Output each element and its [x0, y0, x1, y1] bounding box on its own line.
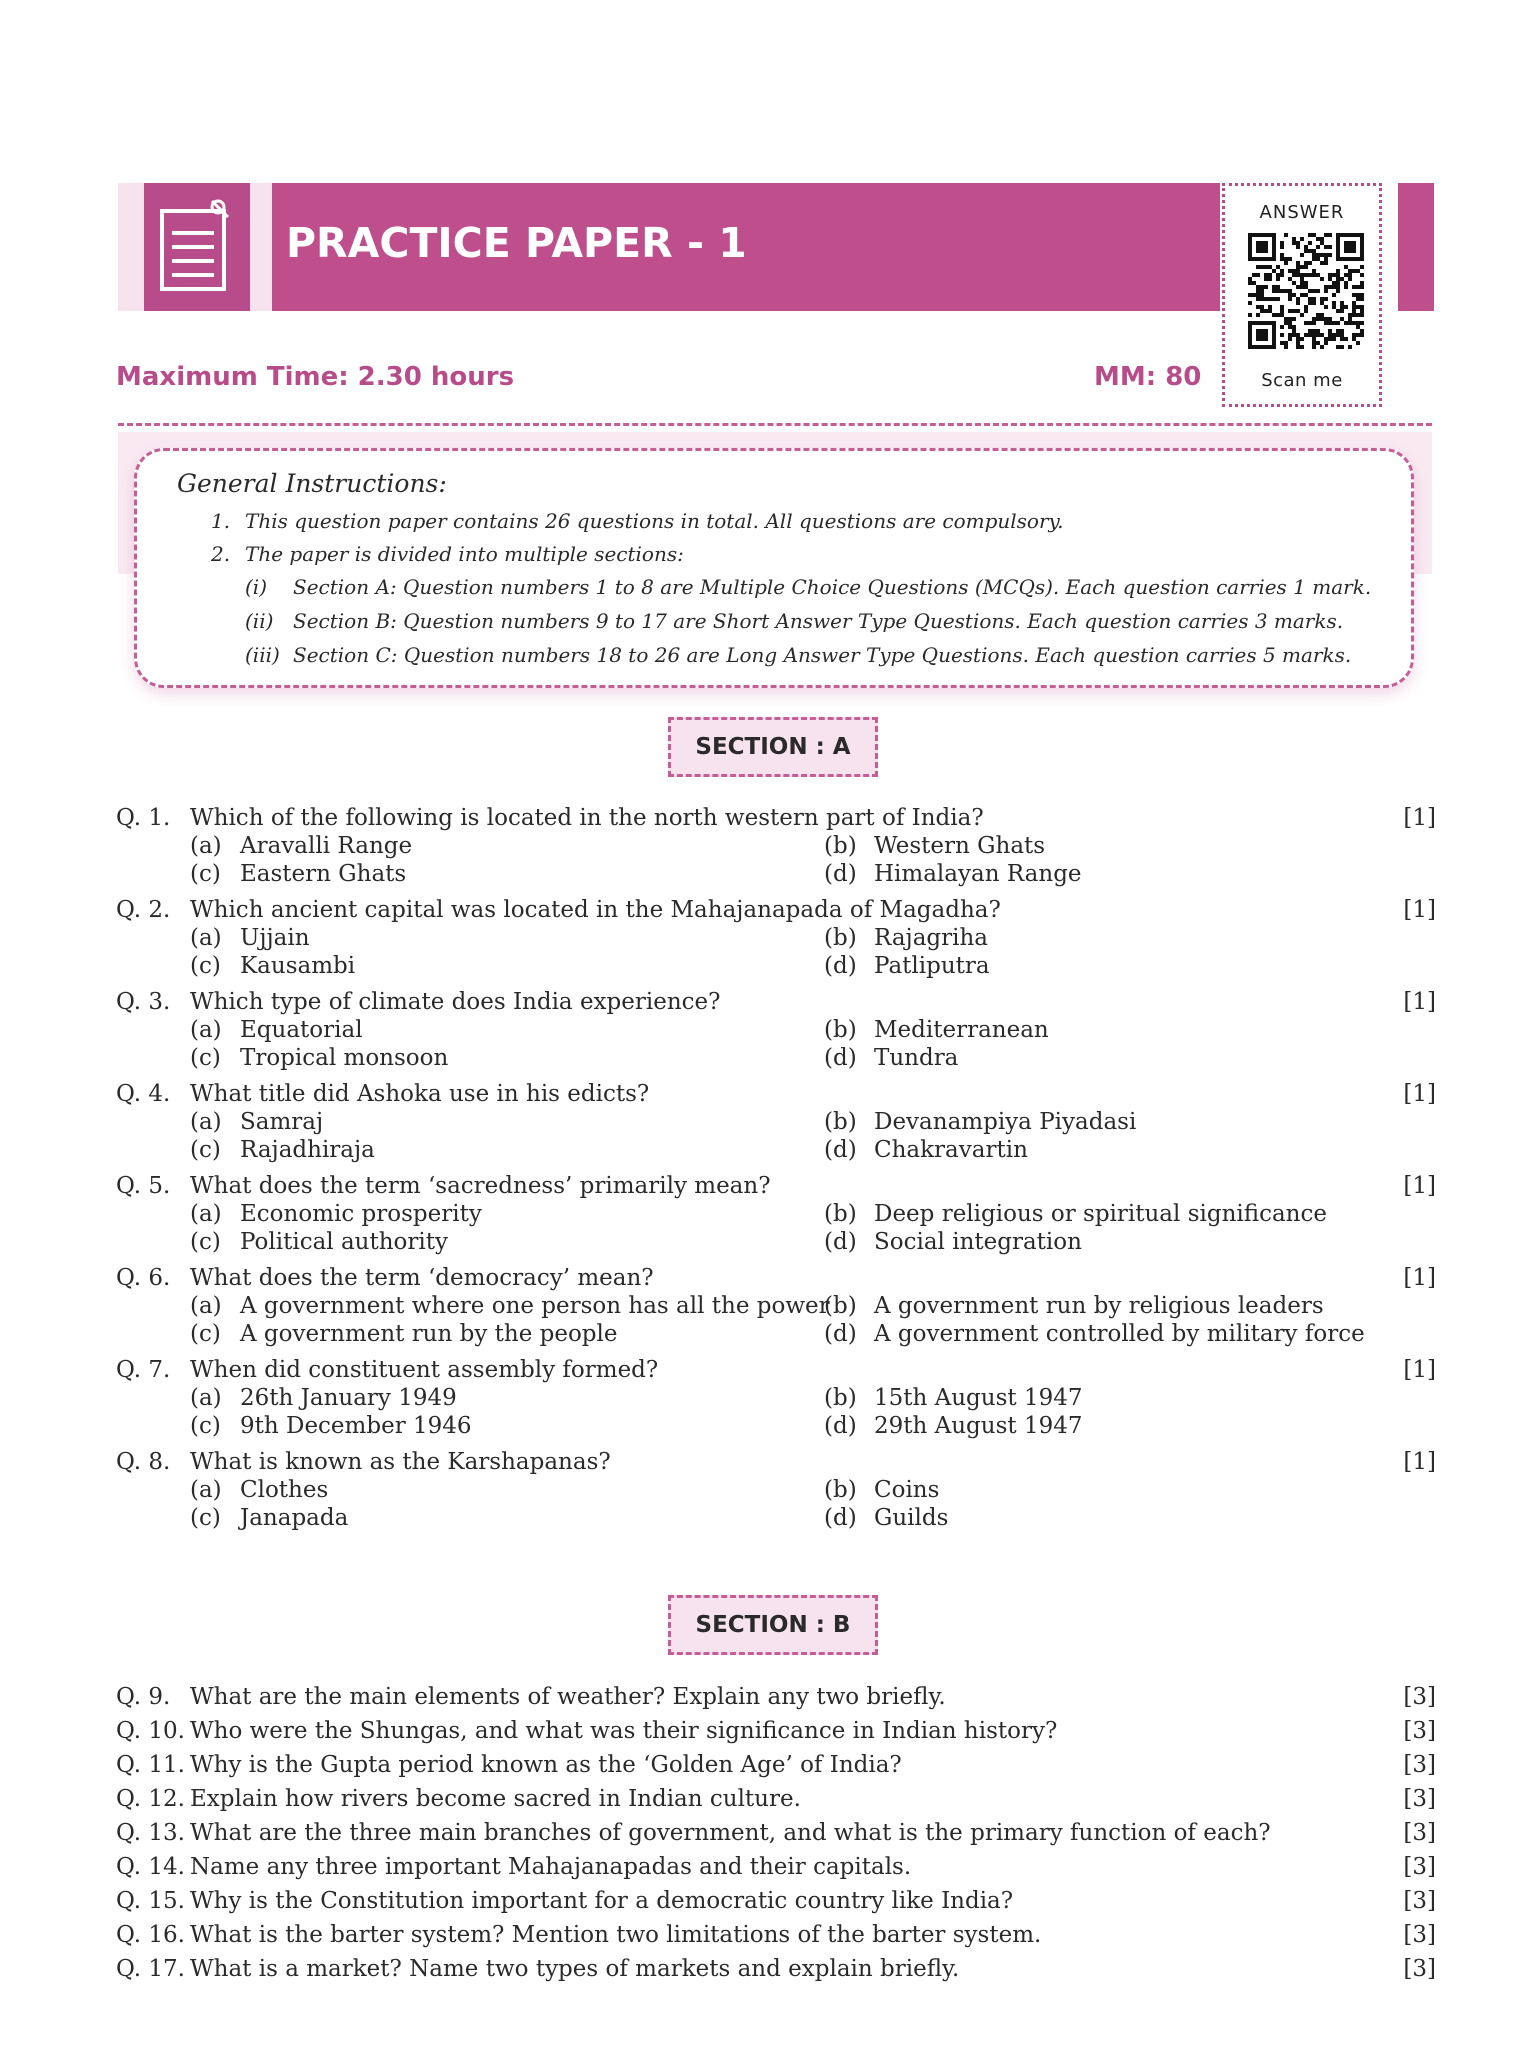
question-number: Q. 17. [116, 1956, 185, 1982]
question-marks: [1] [1403, 989, 1436, 1015]
option-text: 26th January 1949 [240, 1385, 457, 1411]
section-a-heading: SECTION : A [668, 717, 878, 777]
option-text: Coins [874, 1477, 940, 1503]
option-text: Eastern Ghats [240, 861, 407, 887]
header-band-right [1398, 183, 1434, 311]
qr-code-icon[interactable] [1248, 233, 1364, 349]
question-marks: [1] [1403, 805, 1436, 831]
question-number: Q. 6. [116, 1265, 171, 1291]
question-marks: [3] [1403, 1786, 1436, 1812]
option-label: (a) [190, 925, 222, 951]
option-text: A government run by religious leaders [874, 1293, 1324, 1319]
option-text: Tundra [874, 1045, 959, 1071]
general-instructions: General Instructions: 1. This question paper contains 26 questions in total. All questions are compulsory. 2. The paper is divided into multiple sections: (i) Section A: Question numbers 1 to 8 are Multiple Choice Questions (MCQs). Each question carries 1 mark. (ii) Section B: Question numbers 9 to 17 are Short Answer Type Questions. Each question carries 3 marks. (iii) Section C: Question numbers 18 to 26 are Long Answer Type Questions. Each question carries 5 marks. [134, 448, 1414, 688]
option-label: (c) [190, 1505, 221, 1531]
question-text: Explain how rivers become sacred in Indian culture. [190, 1786, 801, 1812]
option-label: (c) [190, 1137, 221, 1163]
option-text: Economic prosperity [240, 1201, 482, 1227]
question-text: Name any three important Mahajanapadas and their capitals. [190, 1854, 912, 1880]
question-number: Q. 13. [116, 1820, 185, 1846]
question-number: Q. 16. [116, 1922, 185, 1948]
question-text: Who were the Shungas, and what was their significance in Indian history? [190, 1718, 1058, 1744]
question-number: Q. 10. [116, 1718, 185, 1744]
question-number: Q. 2. [116, 897, 171, 923]
qr-top-label: ANSWER [1259, 202, 1345, 223]
option-label: (b) [824, 925, 857, 951]
option-text: Devanampiya Piyadasi [874, 1109, 1137, 1135]
option-label: (d) [824, 1321, 857, 1347]
option-label: (b) [824, 1293, 857, 1319]
paper-icon-box [144, 183, 250, 311]
option-text: A government where one person has all the power [240, 1293, 830, 1319]
question-marks: [1] [1403, 1265, 1436, 1291]
question-number: Q. 15. [116, 1888, 185, 1914]
option-label: (a) [190, 833, 222, 859]
option-text: Patliputra [874, 953, 990, 979]
question-text: What is the barter system? Mention two limitations of the barter system. [190, 1922, 1042, 1948]
option-label: (c) [190, 1413, 221, 1439]
option-text: Political authority [240, 1229, 448, 1255]
option-text: Aravalli Range [240, 833, 413, 859]
question-text: Which type of climate does India experience? [190, 989, 721, 1015]
option-text: Samraj [240, 1109, 324, 1135]
question-marks: [1] [1403, 897, 1436, 923]
option-label: (b) [824, 1017, 857, 1043]
qr-bottom-label: Scan me [1261, 370, 1343, 391]
option-label: (b) [824, 1477, 857, 1503]
question-number: Q. 4. [116, 1081, 171, 1107]
option-text: 9th December 1946 [240, 1413, 472, 1439]
question-marks: [3] [1403, 1684, 1436, 1710]
answer-qr-box[interactable] [1222, 183, 1382, 407]
question-marks: [1] [1403, 1081, 1436, 1107]
question-marks: [3] [1403, 1922, 1436, 1948]
title-band [272, 183, 1220, 311]
question-marks: [3] [1403, 1718, 1436, 1744]
option-text: Ujjain [240, 925, 310, 951]
max-time: Maximum Time: 2.30 hours [116, 362, 515, 392]
question-text: What are the three main branches of government, and what is the primary function of each? [190, 1820, 1271, 1846]
max-marks: MM: 80 [1094, 362, 1202, 392]
option-label: (d) [824, 953, 857, 979]
question-text: What title did Ashoka use in his edicts? [190, 1081, 650, 1107]
question-text: What are the main elements of weather? Explain any two briefly. [190, 1684, 946, 1710]
option-text: Western Ghats [874, 833, 1046, 859]
instructions-title: General Instructions: [177, 469, 447, 498]
option-text: Guilds [874, 1505, 949, 1531]
option-label: (a) [190, 1385, 222, 1411]
option-label: (c) [190, 1045, 221, 1071]
question-number: Q. 9. [116, 1684, 171, 1710]
option-text: A government controlled by military force [874, 1321, 1365, 1347]
question-text: Why is the Constitution important for a democratic country like India? [190, 1888, 1014, 1914]
question-marks: [3] [1403, 1854, 1436, 1880]
question-text: What does the term ‘democracy’ mean? [190, 1265, 654, 1291]
option-label: (a) [190, 1109, 222, 1135]
question-marks: [3] [1403, 1956, 1436, 1982]
option-label: (a) [190, 1477, 222, 1503]
option-text: Equatorial [240, 1017, 363, 1043]
option-text: 15th August 1947 [874, 1385, 1083, 1411]
option-label: (c) [190, 861, 221, 887]
document-icon [156, 197, 240, 297]
option-label: (c) [190, 1321, 221, 1347]
option-label: (c) [190, 1229, 221, 1255]
question-marks: [3] [1403, 1820, 1436, 1846]
section-b-heading: SECTION : B [668, 1595, 878, 1655]
question-text: Why is the Gupta period known as the ‘Golden Age’ of India? [190, 1752, 902, 1778]
divider [118, 423, 1432, 426]
option-label: (d) [824, 1505, 857, 1531]
option-text: 29th August 1947 [874, 1413, 1083, 1439]
option-text: Social integration [874, 1229, 1082, 1255]
option-text: Chakravartin [874, 1137, 1028, 1163]
option-text: Clothes [240, 1477, 329, 1503]
option-text: Rajadhiraja [240, 1137, 375, 1163]
option-label: (d) [824, 1137, 857, 1163]
header-band-gap [250, 183, 272, 311]
option-label: (b) [824, 833, 857, 859]
question-number: Q. 12. [116, 1786, 185, 1812]
question-text: Which of the following is located in the north western part of India? [190, 805, 984, 831]
page-title: PRACTICE PAPER - 1 [286, 219, 747, 267]
question-number: Q. 11. [116, 1752, 185, 1778]
question-marks: [3] [1403, 1752, 1436, 1778]
question-number: Q. 7. [116, 1357, 171, 1383]
option-text: Deep religious or spiritual significance [874, 1201, 1327, 1227]
question-number: Q. 1. [116, 805, 171, 831]
question-marks: [1] [1403, 1173, 1436, 1199]
question-text: What is known as the Karshapanas? [190, 1449, 611, 1475]
option-text: Mediterranean [874, 1017, 1049, 1043]
question-number: Q. 8. [116, 1449, 171, 1475]
option-label: (d) [824, 861, 857, 887]
question-text: What is a market? Name two types of markets and explain briefly. [190, 1956, 960, 1982]
option-label: (a) [190, 1017, 222, 1043]
question-marks: [1] [1403, 1449, 1436, 1475]
option-label: (d) [824, 1413, 857, 1439]
option-text: Himalayan Range [874, 861, 1082, 887]
question-marks: [1] [1403, 1357, 1436, 1383]
option-text: Kausambi [240, 953, 356, 979]
question-number: Q. 3. [116, 989, 171, 1015]
option-text: Rajagriha [874, 925, 989, 951]
option-text: Janapada [240, 1505, 349, 1531]
option-label: (a) [190, 1201, 222, 1227]
question-text: When did constituent assembly formed? [190, 1357, 659, 1383]
option-label: (b) [824, 1201, 857, 1227]
option-label: (c) [190, 953, 221, 979]
option-label: (b) [824, 1385, 857, 1411]
question-text: Which ancient capital was located in the Mahajanapada of Magadha? [190, 897, 1001, 923]
question-text: What does the term ‘sacredness’ primarily mean? [190, 1173, 771, 1199]
option-text: Tropical monsoon [240, 1045, 449, 1071]
option-label: (a) [190, 1293, 222, 1319]
question-number: Q. 14. [116, 1854, 185, 1880]
question-marks: [3] [1403, 1888, 1436, 1914]
option-label: (d) [824, 1045, 857, 1071]
option-label: (d) [824, 1229, 857, 1255]
option-label: (b) [824, 1109, 857, 1135]
option-text: A government run by the people [240, 1321, 618, 1347]
question-number: Q. 5. [116, 1173, 171, 1199]
